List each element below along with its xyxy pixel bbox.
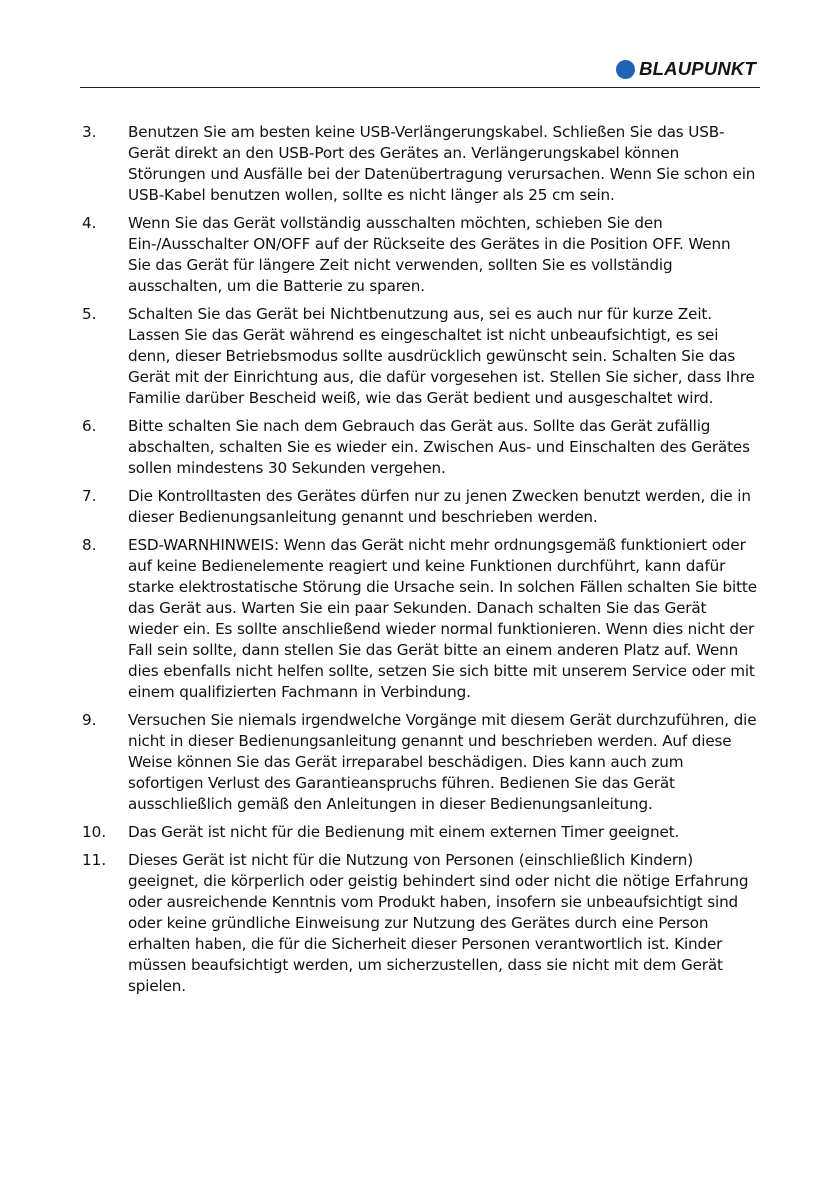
item-text: Dieses Gerät ist nicht für die Nutzung von Personen (einschließlich Kindern) geeignet, die körperlich oder geistig behindert sind oder nicht die nötige Erfahrung oder ausreichende Kenntnis vom Produkt haben, insofern sie unbeaufsichtigt sind oder keine gründliche Einweisung zur Nutzung des Gerätes durch eine Person erhalten haben, die für die Sicherheit dieser Personen verantwortlich ist. Kinder müssen beaufsichtigt werden, um sicherzustellen, dass sie nicht mit dem Gerät spielen. [128,851,749,995]
item-number: 9. [82,711,97,729]
item-text: Wenn Sie das Gerät vollständig ausschalten möchten, schieben Sie den Ein-/Ausschalter ON/OFF auf der Rückseite des Gerätes in die Position OFF. Wenn Sie das Gerät für längere Zeit nicht verwenden, sollten Sie es vollständig ausschalten, um die Batterie zu sparen. [128,214,731,295]
item-text: ESD-WARNHINWEIS: Wenn das Gerät nicht mehr ordnungsgemäß funktioniert oder auf keine Bedienelemente reagiert und keine Funktionen durchführt, kann dafür starke elektrostatische Störung die Ursache sein. In solchen Fällen schalten Sie bitte das Gerät aus. Warten Sie ein paar Sekunden. Danach schalten Sie das Gerät wieder ein. Es sollte anschließend wieder normal funktionieren. Wenn dies nicht der Fall sein sollte, dann stellen Sie das Gerät bitte an einem anderen Platz auf. Wenn dies ebenfalls nicht helfen sollte, setzen Sie sich bitte mit unserem Service oder mit einem qualifizierten Fachmann in Verbindung. [128,536,757,701]
list-item [82,213,757,297]
list-item [82,710,757,815]
page-header [80,56,760,88]
list-item [82,535,757,703]
item-number: 3. [82,123,97,141]
item-number: 8. [82,536,97,554]
safety-instructions-list [82,122,757,1004]
list-item [82,850,757,997]
item-text: Benutzen Sie am besten keine USB-Verlängerungskabel. Schließen Sie das USB-Gerät direkt an den USB-Port des Gerätes an. Verlängerungskabel können Störungen und Ausfälle bei der Datenübertragung verursachen. Wenn Sie schon ein USB-Kabel benutzen wollen, sollte es nicht länger als 25 cm sein. [128,123,756,204]
item-number: 4. [82,214,97,232]
item-number: 10. [82,823,107,841]
item-number: 6. [82,417,97,435]
brand-name: BLAUPUNKT [639,58,756,79]
item-text: Das Gerät ist nicht für die Bedienung mit einem externen Timer geeignet. [128,823,680,841]
list-item [82,486,757,528]
list-item [82,822,757,843]
item-text: Schalten Sie das Gerät bei Nichtbenutzung aus, sei es auch nur für kurze Zeit. Lassen Sie das Gerät während es eingeschaltet ist nicht unbeaufsichtigt, es sei denn, dieser Betriebsmodus sollte ausdrücklich gewünscht sein. Schalten Sie das Gerät mit der Einrichtung aus, die dafür vorgesehen ist. Stellen Sie sicher, dass Ihre Familie darüber Bescheid weiß, wie das Gerät bedient und ausgeschaltet wird. [128,305,755,407]
item-number: 5. [82,305,97,323]
item-text: Versuchen Sie niemals irgendwelche Vorgänge mit diesem Gerät durchzuführen, die nicht in dieser Bedienungsanleitung genannt und beschrieben werden. Auf diese Weise können Sie das Gerät irreparabel beschädigen. Dies kann auch zum sofortigen Verlust des Garantieanspruchs führen. Bedienen Sie das Gerät ausschließlich gemäß den Anleitungen in dieser Bedienungsanleitung. [128,711,757,813]
item-number: 11. [82,851,107,869]
item-text: Die Kontrolltasten des Gerätes dürfen nur zu jenen Zwecken benutzt werden, die in dieser Bedienungsanleitung genannt und beschrieben werden. [128,487,751,526]
item-text: Bitte schalten Sie nach dem Gebrauch das Gerät aus. Sollte das Gerät zufällig abschalten, schalten Sie es wieder ein. Zwischen Aus- und Einschalten des Gerätes sollen mindestens 30 Sekunden vergehen. [128,417,750,477]
brand-logo [616,58,756,80]
list-item [82,416,757,479]
list-item [82,122,757,206]
list-item [82,304,757,409]
item-number: 7. [82,487,97,505]
blaupunkt-dot-icon [616,60,635,79]
